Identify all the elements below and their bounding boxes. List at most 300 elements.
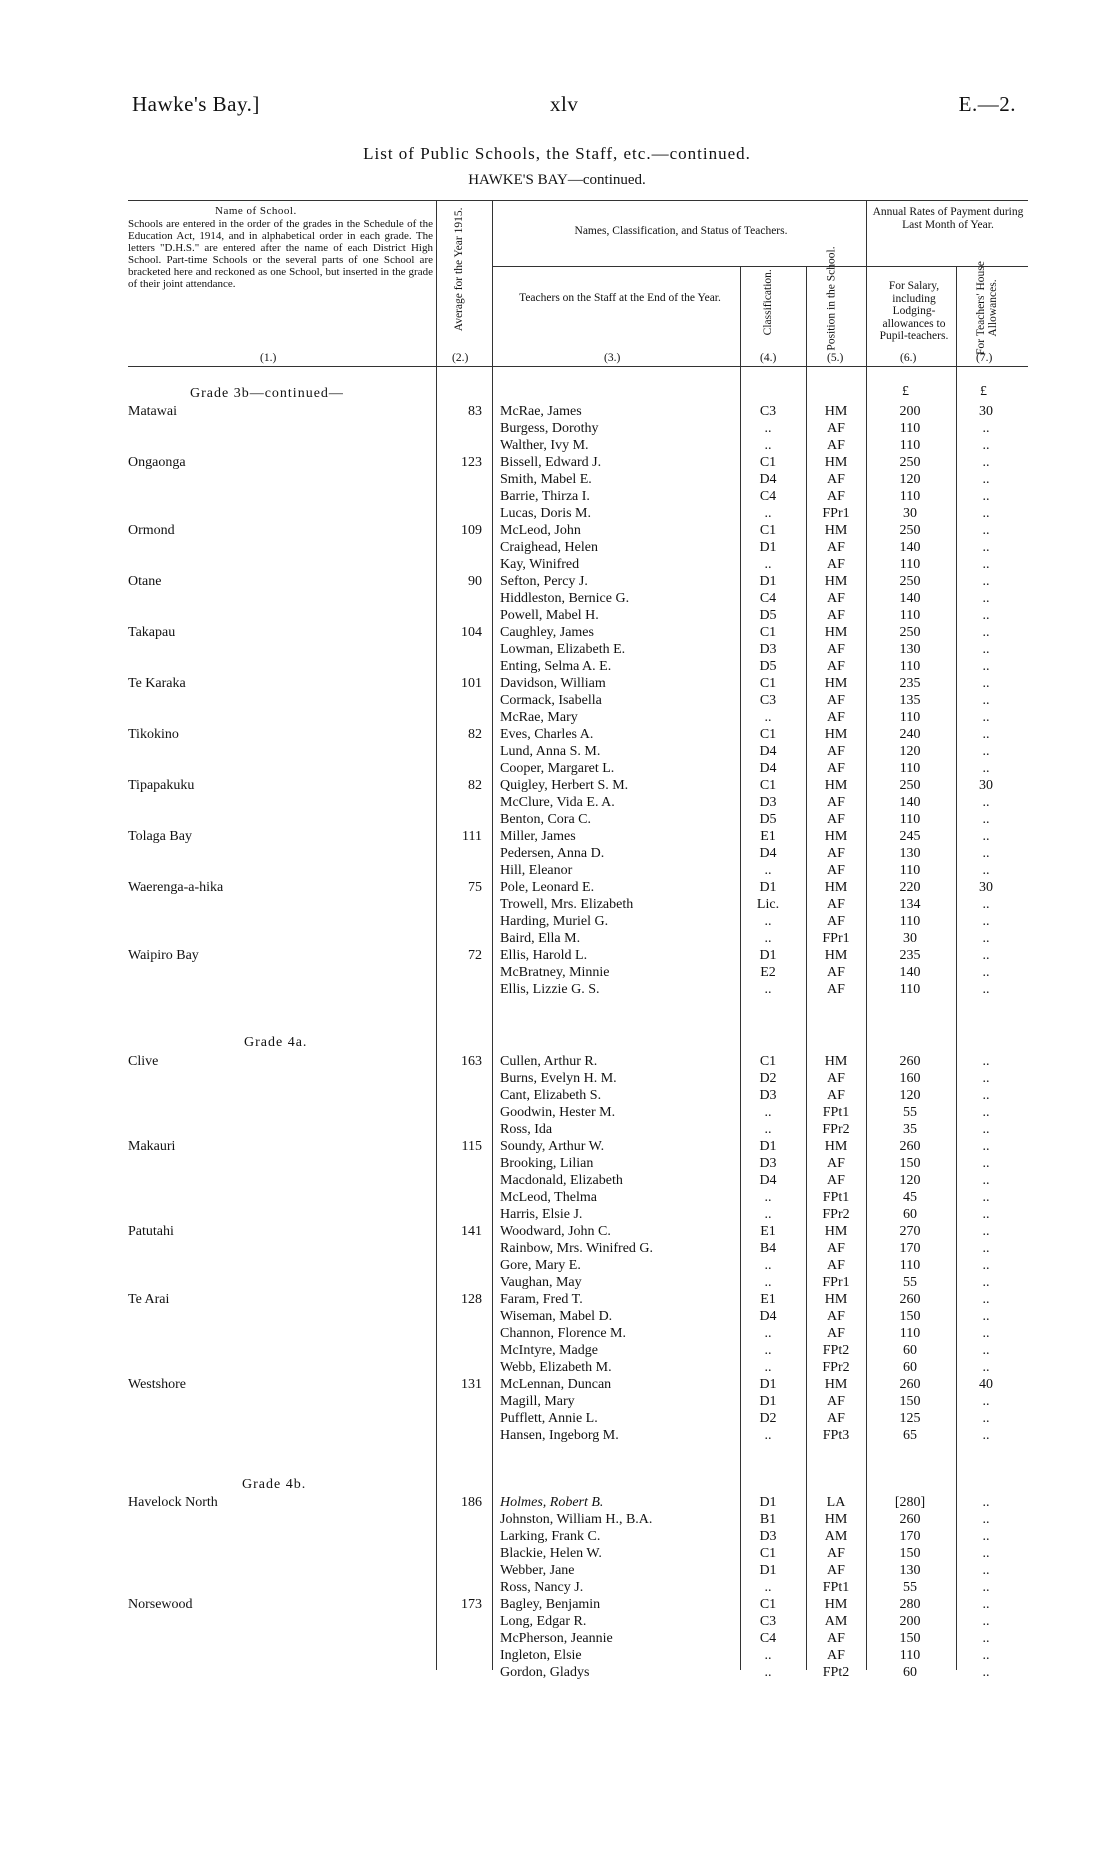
teacher-name: Webb, Elizabeth M. — [500, 1360, 612, 1375]
table-row — [0, 539, 1114, 556]
house-allowance: .. — [982, 846, 990, 861]
school-name: Waerenga-a-hika — [128, 880, 224, 895]
position: AF — [827, 472, 845, 487]
salary: 120 — [899, 744, 921, 759]
position: AF — [827, 1326, 845, 1341]
classification: .. — [764, 1343, 772, 1358]
house-allowance: .. — [982, 1139, 990, 1154]
table-row — [0, 1172, 1114, 1189]
position: FPt1 — [822, 1580, 850, 1595]
classification: C1 — [759, 1597, 777, 1612]
teacher-name: Barrie, Thirza I. — [500, 489, 590, 504]
table-row — [0, 1376, 1114, 1393]
table-row — [0, 811, 1114, 828]
table-row — [0, 1579, 1114, 1596]
school-name: Havelock North — [128, 1495, 218, 1510]
teacher-name: Caughley, James — [500, 625, 594, 640]
average-attendance: 131 — [461, 1377, 482, 1392]
salary: 120 — [899, 472, 921, 487]
teacher-name: McIntyre, Madge — [500, 1343, 598, 1358]
table-row — [0, 590, 1114, 607]
house-allowance: .. — [982, 1563, 990, 1578]
teacher-name: Soundy, Arthur W. — [500, 1139, 605, 1154]
teacher-name: Macdonald, Elizabeth — [500, 1173, 623, 1188]
classification: .. — [764, 1275, 772, 1290]
table-row — [0, 1393, 1114, 1410]
col4-num: (4.) — [760, 352, 777, 364]
position: AF — [827, 1156, 845, 1171]
salary: 150 — [899, 1394, 921, 1409]
table-row — [0, 1630, 1114, 1647]
salary: 250 — [899, 523, 921, 538]
col6-num: (6.) — [900, 352, 917, 364]
house-allowance: .. — [982, 438, 990, 453]
position: AF — [827, 914, 845, 929]
teacher-name: Harris, Elsie J. — [500, 1207, 583, 1222]
table-row — [0, 675, 1114, 692]
salary: 45 — [903, 1190, 917, 1205]
house-allowance: 40 — [979, 1377, 993, 1392]
teacher-name: Cullen, Arthur R. — [500, 1054, 598, 1069]
position: AF — [827, 438, 845, 453]
col6-label: For Salary, including Lodging-allowances to Pupil-teachers. — [879, 280, 949, 342]
position: AF — [827, 1394, 845, 1409]
average-attendance: 115 — [461, 1139, 482, 1154]
salary: 260 — [899, 1377, 921, 1392]
teacher-name: McLeod, John — [500, 523, 581, 538]
teacher-name: Woodward, John C. — [500, 1224, 611, 1239]
house-allowance: .. — [982, 1275, 990, 1290]
table-row — [0, 964, 1114, 981]
teacher-name: Vaughan, May — [500, 1275, 582, 1290]
teacher-name: Pufflett, Annie L. — [500, 1411, 598, 1426]
average-attendance: 83 — [468, 404, 482, 419]
salary: 110 — [899, 659, 921, 674]
salary: 110 — [899, 863, 921, 878]
salary: 260 — [899, 1292, 921, 1307]
house-allowance: .. — [982, 914, 990, 929]
classification: D1 — [759, 540, 777, 555]
table-row — [0, 828, 1114, 845]
table-row — [0, 1613, 1114, 1630]
position: AF — [827, 965, 845, 980]
teacher-name: Harding, Muriel G. — [500, 914, 609, 929]
classification: D4 — [759, 744, 777, 759]
salary: 110 — [899, 489, 921, 504]
position: AF — [827, 1648, 845, 1663]
teacher-name: McLennan, Duncan — [500, 1377, 612, 1392]
salary: 30 — [903, 931, 917, 946]
position: HM — [824, 1139, 848, 1154]
teacher-name: Burgess, Dorothy — [500, 421, 599, 436]
running-header-left: Hawke's Bay.] — [132, 92, 260, 116]
teacher-name: McClure, Vida E. A. — [500, 795, 615, 810]
classification: .. — [764, 1122, 772, 1137]
house-allowance: .. — [982, 710, 990, 725]
school-name: Matawai — [128, 404, 177, 419]
table-row — [0, 1291, 1114, 1308]
house-allowance: .. — [982, 1512, 990, 1527]
teacher-name: Gordon, Gladys — [500, 1665, 590, 1680]
school-name: Westshore — [128, 1377, 186, 1392]
classification: C1 — [759, 523, 777, 538]
house-allowance: .. — [982, 1088, 990, 1103]
position: AM — [824, 1614, 848, 1629]
position: AF — [827, 1631, 845, 1646]
salary: 55 — [903, 1275, 917, 1290]
col7-num: (7.) — [976, 352, 993, 364]
house-allowance: .. — [982, 523, 990, 538]
salary: 235 — [899, 676, 921, 691]
house-allowance: 30 — [979, 404, 993, 419]
classification: C1 — [759, 676, 777, 691]
house-allowance: .. — [982, 1428, 990, 1443]
table-row — [0, 1427, 1114, 1444]
classification: .. — [764, 931, 772, 946]
salary: [280] — [894, 1495, 926, 1510]
salary: 150 — [899, 1309, 921, 1324]
teacher-name: Wiseman, Mabel D. — [500, 1309, 613, 1324]
house-allowance: .. — [982, 1614, 990, 1629]
salary: 110 — [899, 982, 921, 997]
table-row — [0, 1121, 1114, 1138]
teacher-name: Eves, Charles A. — [500, 727, 594, 742]
teacher-name: McLeod, Thelma — [500, 1190, 597, 1205]
table-row — [0, 709, 1114, 726]
house-allowance: 30 — [979, 880, 993, 895]
average-attendance: 72 — [468, 948, 482, 963]
position: HM — [824, 948, 848, 963]
classification: .. — [764, 1105, 772, 1120]
average-attendance: 141 — [461, 1224, 482, 1239]
table-row — [0, 1155, 1114, 1172]
position: HM — [824, 1224, 848, 1239]
teacher-name: Cormack, Isabella — [500, 693, 602, 708]
house-allowance: .. — [982, 1156, 990, 1171]
classification: C4 — [759, 591, 777, 606]
classification: C3 — [759, 404, 777, 419]
table-row — [0, 1410, 1114, 1427]
salary: 220 — [899, 880, 921, 895]
school-name: Ongaonga — [128, 455, 186, 470]
salary: 30 — [903, 506, 917, 521]
classification: D5 — [759, 608, 777, 623]
house-allowance: .. — [982, 1360, 990, 1375]
classification: D3 — [759, 1156, 777, 1171]
classification: C4 — [759, 1631, 777, 1646]
classification: C1 — [759, 625, 777, 640]
classification: C1 — [759, 455, 777, 470]
house-allowance: .. — [982, 965, 990, 980]
classification: D2 — [759, 1071, 777, 1086]
table-row — [0, 1240, 1114, 1257]
position: AF — [827, 1258, 845, 1273]
classification: C1 — [759, 778, 777, 793]
house-allowance: .. — [982, 489, 990, 504]
classification: E1 — [760, 1224, 776, 1239]
teacher-name: Brooking, Lilian — [500, 1156, 594, 1171]
rates-group-rule — [866, 266, 1028, 267]
salary: 110 — [899, 710, 921, 725]
table-row — [0, 879, 1114, 896]
teacher-name: Smith, Mabel E. — [500, 472, 592, 487]
position: AM — [824, 1529, 848, 1544]
house-allowance: .. — [982, 574, 990, 589]
grade-heading: Grade 3b—continued— — [190, 386, 344, 401]
classification: D3 — [759, 642, 777, 657]
position: FPt1 — [822, 1105, 850, 1120]
house-allowance: .. — [982, 1309, 990, 1324]
position: HM — [824, 1292, 848, 1307]
classification: D2 — [759, 1411, 777, 1426]
salary: 134 — [899, 897, 921, 912]
salary: 120 — [899, 1173, 921, 1188]
position: AF — [827, 1088, 845, 1103]
position: FPr2 — [822, 1360, 850, 1375]
teacher-name: Pedersen, Anna D. — [500, 846, 605, 861]
salary: 240 — [899, 727, 921, 742]
house-allowance: .. — [982, 676, 990, 691]
classification: .. — [764, 438, 772, 453]
teacher-name: McRae, Mary — [500, 710, 578, 725]
average-attendance: 104 — [461, 625, 482, 640]
house-allowance: .. — [982, 540, 990, 555]
classification: Lic. — [756, 897, 780, 912]
table-row — [0, 1528, 1114, 1545]
table-row — [0, 505, 1114, 522]
teacher-name: Craighead, Helen — [500, 540, 598, 555]
house-allowance: .. — [982, 421, 990, 436]
house-allowance: .. — [982, 1597, 990, 1612]
teacher-name: Johnston, William H., B.A. — [500, 1512, 653, 1527]
position: HM — [824, 1512, 848, 1527]
teacher-name: Holmes, Robert B. — [500, 1495, 604, 1510]
salary: 125 — [899, 1411, 921, 1426]
teacher-name: Powell, Mabel H. — [500, 608, 599, 623]
table-row — [0, 794, 1114, 811]
classification: C1 — [759, 727, 777, 742]
salary: 150 — [899, 1631, 921, 1646]
teacher-name: Magill, Mary — [500, 1394, 575, 1409]
table-row — [0, 471, 1114, 488]
teacher-name: Burns, Evelyn H. M. — [500, 1071, 617, 1086]
position: HM — [824, 1054, 848, 1069]
average-attendance: 101 — [461, 676, 482, 691]
house-allowance: .. — [982, 1054, 990, 1069]
classification: C1 — [759, 1546, 777, 1561]
teacher-name: Cant, Elizabeth S. — [500, 1088, 602, 1103]
teacher-name: McBratney, Minnie — [500, 965, 610, 980]
position: FPt2 — [822, 1665, 850, 1680]
teacher-name: Kay, Winifred — [500, 557, 580, 572]
teacher-name: Ross, Ida — [500, 1122, 553, 1137]
table-row — [0, 1257, 1114, 1274]
table-row — [0, 488, 1114, 505]
table-row — [0, 845, 1114, 862]
classification: C1 — [759, 1054, 777, 1069]
position: AF — [827, 795, 845, 810]
position: FPr1 — [822, 1275, 850, 1290]
rates-group-label: Annual Rates of Payment during Last Month of Year. — [872, 206, 1024, 231]
currency-col7: £ — [980, 384, 987, 399]
table-row — [0, 1206, 1114, 1223]
classification: .. — [764, 1207, 772, 1222]
position: HM — [824, 625, 848, 640]
table-row — [0, 1494, 1114, 1511]
table-row — [0, 777, 1114, 794]
house-allowance: .. — [982, 506, 990, 521]
position: AF — [827, 540, 845, 555]
table-row — [0, 1070, 1114, 1087]
house-allowance: .. — [982, 982, 990, 997]
table-row — [0, 454, 1114, 471]
col7-label: For Teachers' House Allowances. — [975, 261, 999, 355]
house-allowance: .. — [982, 863, 990, 878]
salary: 250 — [899, 574, 921, 589]
teacher-name: Lund, Anna S. M. — [500, 744, 601, 759]
teachers-group-label: Names, Classification, and Status of Teachers. — [574, 225, 788, 237]
school-name: Norsewood — [128, 1597, 193, 1612]
house-allowance: .. — [982, 472, 990, 487]
school-name: Te Arai — [128, 1292, 170, 1307]
classification: D1 — [759, 1377, 777, 1392]
table-row — [0, 1664, 1114, 1681]
school-name: Tipapakuku — [128, 778, 195, 793]
table-row — [0, 641, 1114, 658]
table-row — [0, 930, 1114, 947]
position: AF — [827, 421, 845, 436]
house-allowance: .. — [982, 761, 990, 776]
house-allowance: .. — [982, 1241, 990, 1256]
classification: D1 — [759, 1495, 777, 1510]
classification: D4 — [759, 846, 777, 861]
page-number: xlv — [550, 92, 579, 116]
table-row — [0, 624, 1114, 641]
classification: D3 — [759, 1088, 777, 1103]
teacher-name: Davidson, William — [500, 676, 606, 691]
school-name: Te Karaka — [128, 676, 186, 691]
house-allowance: .. — [982, 1071, 990, 1086]
house-allowance: .. — [982, 1105, 990, 1120]
classification: D1 — [759, 948, 777, 963]
position: AF — [827, 744, 845, 759]
position: AF — [827, 846, 845, 861]
teacher-name: Enting, Selma A. E. — [500, 659, 612, 674]
house-allowance: .. — [982, 1546, 990, 1561]
salary: 110 — [899, 812, 921, 827]
teacher-name: Webber, Jane — [500, 1563, 575, 1578]
col4-label: Classification. — [761, 269, 774, 336]
house-allowance: .. — [982, 1648, 990, 1663]
teacher-name: Goodwin, Hester M. — [500, 1105, 616, 1120]
table-row — [0, 1325, 1114, 1342]
teacher-name: Hiddleston, Bernice G. — [500, 591, 630, 606]
salary: 270 — [899, 1224, 921, 1239]
salary: 110 — [899, 438, 921, 453]
table-row — [0, 1562, 1114, 1579]
house-allowance: .. — [982, 659, 990, 674]
house-allowance: .. — [982, 557, 990, 572]
teacher-name: Ross, Nancy J. — [500, 1580, 584, 1595]
header-bottom-rule — [128, 366, 1028, 367]
col5-num: (5.) — [827, 352, 844, 364]
table-row — [0, 947, 1114, 964]
classification: .. — [764, 1580, 772, 1595]
salary: 140 — [899, 965, 921, 980]
table-row — [0, 522, 1114, 539]
salary: 170 — [899, 1529, 921, 1544]
salary: 135 — [899, 693, 921, 708]
position: AF — [827, 557, 845, 572]
salary: 110 — [899, 608, 921, 623]
classification: .. — [764, 1665, 772, 1680]
teacher-name: Bagley, Benjamin — [500, 1597, 601, 1612]
house-allowance: .. — [982, 642, 990, 657]
table-row — [0, 1545, 1114, 1562]
salary: 250 — [899, 778, 921, 793]
salary: 160 — [899, 1071, 921, 1086]
position: HM — [824, 880, 848, 895]
house-allowance: .. — [982, 591, 990, 606]
table-row — [0, 862, 1114, 879]
teacher-name: Quigley, Herbert S. M. — [500, 778, 629, 793]
running-header-right: E.—2. — [958, 92, 1016, 116]
teacher-name: Long, Edgar R. — [500, 1614, 587, 1629]
salary: 60 — [903, 1360, 917, 1375]
classification: .. — [764, 1190, 772, 1205]
house-allowance: .. — [982, 1529, 990, 1544]
salary: 130 — [899, 846, 921, 861]
salary: 65 — [903, 1428, 917, 1443]
house-allowance: .. — [982, 1190, 990, 1205]
teacher-name: Ellis, Lizzie G. S. — [500, 982, 600, 997]
classification: D1 — [759, 1563, 777, 1578]
position: FPt2 — [822, 1343, 850, 1358]
classification: D4 — [759, 1309, 777, 1324]
school-name: Otane — [128, 574, 162, 589]
position: AF — [827, 608, 845, 623]
salary: 245 — [899, 829, 921, 844]
col3-label: Teachers on the Staff at the End of the Year. — [519, 292, 721, 304]
teacher-name: Gore, Mary E. — [500, 1258, 581, 1273]
house-allowance: .. — [982, 1292, 990, 1307]
col2-label: Average for the Year 1915. — [452, 207, 465, 332]
salary: 200 — [899, 1614, 921, 1629]
classification: D5 — [759, 812, 777, 827]
table-row — [0, 726, 1114, 743]
average-attendance: 186 — [461, 1495, 482, 1510]
classification: .. — [764, 421, 772, 436]
classification: .. — [764, 1648, 772, 1663]
position: HM — [824, 727, 848, 742]
teacher-name: Baird, Ella M. — [500, 931, 581, 946]
position: AF — [827, 642, 845, 657]
position: FPt3 — [822, 1428, 850, 1443]
position: AF — [827, 1241, 845, 1256]
salary: 110 — [899, 914, 921, 929]
house-allowance: .. — [982, 1173, 990, 1188]
salary: 110 — [899, 557, 921, 572]
teacher-name: Sefton, Percy J. — [500, 574, 588, 589]
house-allowance: 30 — [979, 778, 993, 793]
position: AF — [827, 1309, 845, 1324]
position: HM — [824, 574, 848, 589]
salary: 110 — [899, 1648, 921, 1663]
position: FPr1 — [822, 506, 850, 521]
classification: D3 — [759, 1529, 777, 1544]
table-row — [0, 1189, 1114, 1206]
house-allowance: .. — [982, 829, 990, 844]
